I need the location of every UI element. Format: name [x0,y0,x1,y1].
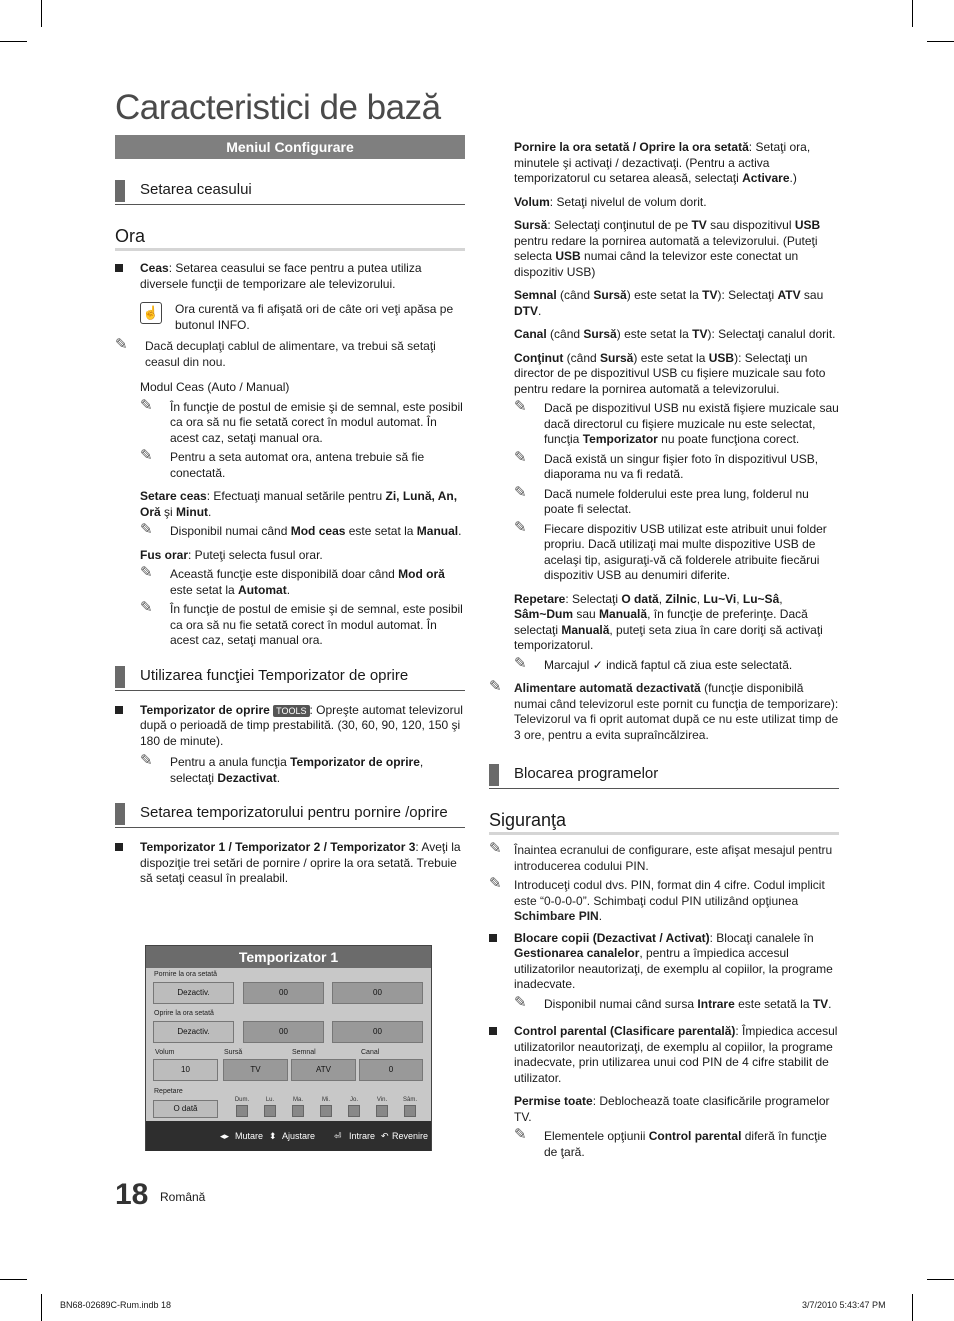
pornire-hour-field[interactable]: 00 [243,982,324,1004]
pornire-select[interactable]: Dezactiv. [153,982,234,1004]
note-fus-2: ✎ În funcţie de postul de emisie şi de semnal, este posibil ca ora să nu fie setată corect în modul automat. În acest caz, setaţi manual ora. [140,599,463,647]
note-usb-2: ✎ Dacă există un singur fişier foto în dispozitivul USB, diaporama nu va fi redată. [514,448,819,481]
crop-mark [41,0,42,27]
note-blocare: ✎ Disponibil numai când sursa Intrare este setată la TV. [514,993,832,1011]
crop-mark [927,41,954,42]
crop-mark [912,0,913,27]
pencil-icon: ✎ [489,840,502,857]
left-column [115,135,465,887]
oprire-minute-field[interactable]: 00 [332,1021,423,1043]
repetare-label: Repetare [154,1088,183,1095]
subheading-temporizator-oprire: Utilizarea funcţiei Temporizator de oprire [115,665,465,691]
day-checkbox[interactable] [236,1105,248,1117]
note-siguranta-1: ✎ Înaintea ecranului de configurare, este afişat mesajul pentru introducerea codului PIN. [489,840,833,873]
adjust-icon: ⬍ [269,1131,277,1141]
pencil-icon: ✎ [514,993,527,1011]
day-label: Sâm. [402,1097,417,1103]
permise-para: Permise toate: Deblochează toate clasificările programelor TV. [514,1094,830,1124]
pencil-icon: ✎ [140,521,153,538]
crop-mark [927,1279,954,1280]
semnal-field[interactable]: ATV [291,1059,356,1081]
day-label: Vin. [376,1097,388,1103]
pencil-icon: ✎ [514,483,527,501]
sursa-label: Sursă [224,1049,243,1056]
setare-ceas: Setare ceas: Efectuaţi manual setările pentru Zi, Lună, An, Oră şi Minut. [140,489,458,519]
pencil-icon: ✎ [514,654,527,672]
day-label: Ma. [292,1097,303,1103]
pencil-icon: ✎ [489,678,502,695]
bullet-control-parental: Control parental (Clasificare parentală): Împiedica accesul utilizatorilor neautorizaţi, de exemplu al copiilor, la programe inadecvate, prin utilizarea unui cod PIN de 4 cifre stabilit de utilizator. [489,1024,839,1086]
pencil-icon: ✎ [140,752,153,769]
pornire-minute-field[interactable]: 00 [332,982,423,1004]
oprire-select[interactable]: Dezactiv. [153,1021,234,1043]
sursa-para: Sursă: Selectaţi conţinutul de pe TV sau dispozitivul USB pentru redare la pornirea automată a televizorului. (Puteţi selecta USB numai când la televizor este conectat un dispozitiv USB) [514,218,821,279]
page-title: Caracteristici de bază [115,88,441,127]
fus-orar: Fus orar: Puteţi selecta fusul orar. [140,547,323,562]
pencil-icon: ✎ [489,875,502,892]
day-checkbox[interactable] [292,1105,304,1117]
tools-button-icon: TOOLS [273,705,309,717]
note-setare-ceas: ✎ Disponibil numai când Mod ceas este setat la Manual. [140,521,462,538]
info-note: ☝ Ora curentă va fi afişată ori de câte ori veţi apăsa pe butonul INFO. [115,302,465,333]
section-bar: Meniul Configurare [115,135,465,159]
timer-screen [145,945,432,1151]
modul-ceas-label: Modul Ceas (Auto / Manual) [140,380,290,394]
day-label: Jo. [349,1097,358,1103]
crop-mark [0,1279,27,1280]
pencil-icon: ✎ [115,336,128,353]
note-modul-2: ✎ Pentru a seta automat ora, antena trebuie să fie conectată. [140,447,425,480]
subheading-blocarea: Blocarea programelor [489,763,839,789]
day-label: Mi. [322,1097,330,1103]
pornire-oprire-para: Pornire la ora setată / Oprire la ora setată: Setaţi ora, minutele şi activaţi / dezactivaţi. (Pentru a activa temporizatorul cu setarea aleasă, selectaţi Activare.) [514,140,811,185]
crop-mark [41,1294,42,1321]
foot-mutare: Mutare [235,1131,264,1141]
move-icon: ◂▸ [220,1131,230,1141]
day-checkbox[interactable] [348,1105,360,1117]
note-usb-4: ✎ Fiecare dispozitiv USB utilizat este atribuit unui folder propriu. Dacă utilizaţi mai multe dispozitive USB de acelaşi tip, asiguraţi-vă că folderele atribuite fiecărui dispozitiv USB au denumiri diferite. [514,518,827,582]
repetare-select[interactable]: O dată [153,1100,218,1118]
day-label: Lu. [265,1097,275,1103]
language-label: Română [160,1190,206,1204]
canal-field[interactable]: 0 [359,1059,423,1081]
repetare-para: Repetare: Selectaţi O dată, Zilnic, Lu~Vi, Lu~Sâ, Sâm~Dum sau Manuală, în funcţie de preferinţe. Dacă selectaţi Manuală, puteţi seta ziua în care doriţi să activaţi temporizatorul. [514,591,823,652]
day-checkbox[interactable] [264,1105,276,1117]
day-checkbox[interactable] [376,1105,388,1117]
bullet-temporizator-oprire: Temporizator de oprire TOOLS : Opreşte automat televizorul după o perioadă de timp prestabilită. (30, 60, 90, 120, 150 şi 180 de minute). [115,703,465,750]
note-alimentare: ✎ Alimentare automată dezactivată (funcţie disponibilă numai când televizorul este pornit cu funcţia de temporizare): Televizorul va fi oprit automat după ce nu este utilizat timp de 3 ore, pentru a evita supraîncălzirea. [489,678,839,742]
note-siguranta-2: ✎ Introduceţi codul dvs. PIN, format din 4 cifre. Codul implicit este “0-0-0-0”. Schimbaţi codul PIN utilizând opţiunea Schimbare PIN. [489,875,825,923]
note-cablu: ✎ Dacă decuplaţi cablul de alimentare, va trebui să setaţi ceasul din nou. [115,336,436,369]
note-control: ✎ Elementele opţiunii Control parental diferă în funcţie de ţară. [514,1126,827,1159]
subheading-temporizator-pornire: Setarea temporizatorului pentru pornire /oprire [115,802,465,828]
foot-revenire: Revenire [392,1131,429,1141]
day-label: Dum. [234,1097,250,1103]
pencil-icon: ✎ [140,447,153,464]
semnal-para: Semnal (când Sursă) este setat la TV): Selectaţi ATV sau DTV. [514,288,824,318]
pencil-icon: ✎ [514,398,527,415]
pencil-icon: ✎ [140,396,153,414]
volum-para: Volum: Setaţi nivelul de volum dorit. [514,194,707,209]
heading-siguranta: Siguranţa [489,809,839,835]
pencil-icon: ✎ [514,1126,527,1143]
crop-mark [912,1294,913,1321]
note-anula: ✎ Pentru a anula funcţia Temporizator de oprire, selectaţi Dezactivat. [140,752,424,785]
note-marcaj: ✎ Marcajul ✓ indică faptul că ziua este selectată. [514,654,793,672]
volum-field[interactable]: 10 [153,1059,218,1081]
canal-label: Canal [361,1049,380,1056]
note-usb-1: ✎ Dacă pe dispozitivul USB nu există fişiere muzicale sau dacă directorul cu fişiere muzicale nu este selectat, funcţia Temporizator nu poate funcţiona corect. [514,398,839,446]
bullet-ceas: Ceas: Setarea ceasului se face pentru a putea utiliza diversele funcţii de temporizare ale televizorului. [115,261,465,292]
footer-file: BN68-02689C-Rum.indb 18 [60,1300,172,1310]
day-checkbox[interactable] [404,1105,416,1117]
subheading-setarea-ceasului: Setarea ceasului [115,179,465,205]
footer-date: 3/7/2010 5:43:47 PM [802,1300,886,1310]
foot-ajustare: Ajustare [282,1131,316,1141]
pencil-icon: ✎ [140,599,153,616]
crop-mark [0,41,27,42]
pencil-icon: ✎ [140,564,153,581]
pornire-label: Pornire la ora setată [154,971,218,978]
checkmark-icon: ✓ [592,657,603,672]
pencil-icon: ✎ [514,518,527,536]
canal-para: Canal (când Sursă) este setat la TV): Selectaţi canalul dorit. [514,327,836,341]
oprire-label: Oprire la ora setată [154,1010,214,1017]
bullet-blocare-copii: Blocare copii (Dezactivat / Activat): Blocaţi canalele în Gestionarea canalelor, pentru a împiedica accesul utilizatorilor neautorizaţi, de exemplu al copiilor, la programe inadecvate. [489,931,839,993]
return-icon: ↶ [381,1131,389,1141]
sursa-field[interactable]: TV [223,1059,288,1081]
heading-ora: Ora [115,225,465,251]
day-checkbox[interactable] [320,1105,332,1117]
note-fus-1: ✎ Această funcţie este disponibilă doar când Mod oră este setat la Automat. [140,564,445,597]
oprire-hour-field[interactable]: 00 [243,1021,324,1043]
enter-icon: ⏎ [334,1131,342,1141]
right-column [489,140,839,1160]
screen-title: Temporizator 1 [146,946,431,968]
pencil-icon: ✎ [514,448,527,466]
note-modul-1: ✎ În funcţie de postul de emisie şi de semnal, este posibil ca ora să nu fie setată corect în modul automat. În acest caz, setaţi manual ora. [140,396,463,445]
volum-label: Volum [155,1049,175,1056]
screen-footer [146,1121,431,1151]
info-button-label: INFO [217,317,247,332]
page-number: 18 [115,1178,149,1211]
hand-icon: ☝ [140,302,162,324]
continut-para: Conţinut (când Sursă) este setat la USB): Selectaţi un director de pe dispozitivul USB cu fişiere muzicale sau foto pentru redare la pornirea automată a televizorului. [514,350,826,396]
bullet-temporizator-123: Temporizator 1 / Temporizator 2 / Temporizator 3: Aveţi la dispoziţie trei setări de pornire / oprire la ora setată. Trebuie să setaţi ceasul în prealabil. [115,840,465,887]
note-usb-3: ✎ Dacă numele folderului este prea lung, folderul nu poate fi selectat. [514,483,809,516]
semnal-label: Semnal [292,1049,316,1056]
foot-intrare: Intrare [349,1131,376,1141]
